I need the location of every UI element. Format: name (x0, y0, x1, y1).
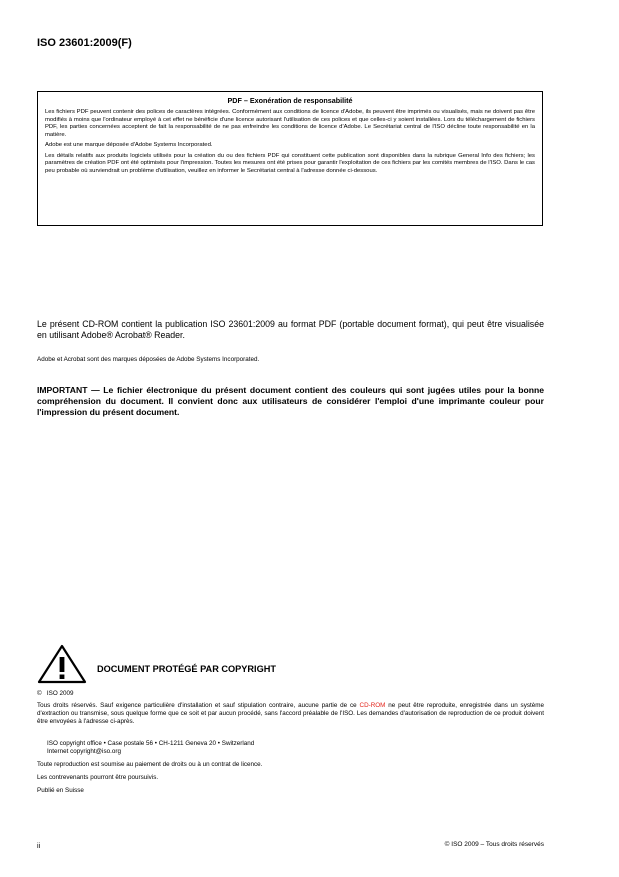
warning-triangle-icon (37, 644, 87, 684)
copyright-office-internet: Internet copyright@iso.org (47, 748, 121, 755)
cdrom-description: Le présent CD-ROM contient la publication ISO 23601:2009 au format PDF (portable document format), qui peut être visualisée en utilisant Adobe® Acrobat® Reader. (37, 319, 544, 340)
disclaimer-paragraph-software: Les détails relatifs aux produits logiciels utilisés pour la création du ou des fichiers PDF qui constituent cette publication sont disponibles dans la rubrique General Info des fichiers; les paramètres de création PDF ont été optimisés pour l'impression. Toutes les mesures ont été prises pour garantir l'exploitation de ces fichiers par les comités membres de l'ISO. Dans le cas peu probable où surviendrait un problème d'utilisation, veuillez en informer le Secrétariat central à l'adresse donnée ci-dessous. (45, 152, 535, 174)
rights-text-before: Tous droits réservés. Sauf exigence particulière d'installation et sauf stipulation contraire, aucune partie de ce (37, 702, 360, 709)
disclaimer-paragraph-trademark: Adobe est une marque déposée d'Adobe Systems Incorporated. (45, 142, 213, 148)
disclaimer-paragraph-fonts: Les fichiers PDF peuvent contenir des polices de caractères intégrées. Conformément aux conditions de licence d'Adobe, ils peuvent être imprimés ou visualisés, mais ne doivent pas être modifiés à moins que l'ordinateur employé à cet effet ne bénéficie d'une licence autorisant l'utilisation de ces polices et que celles-ci y soient installées. Lors du téléchargement de fichiers PDF, les parties concernées acceptent de fait la responsabilité de ne pas enfreindre les conditions de licence d'Adobe. Le Secrétariat central de l'ISO décline toute responsabilité en la matière. (45, 109, 535, 138)
pdf-disclaimer-box (37, 91, 543, 226)
cd-rom-highlight: CD-ROM (359, 702, 386, 709)
rights-text-after: ne peut être reproduite, enregistrée dans un système d'extraction ou transmise, sous quelque forme que ce soit et par aucun procédé, sans l'accord préalable de l'ISO. Les demandes d'autorisation de reproduction de ce produit doivent être envoyées à l'adresse ci-après. (37, 702, 544, 725)
infringers-notice: Les contrevenants pourront être poursuivis. (37, 774, 159, 781)
published-in: Publié en Suisse (37, 787, 84, 794)
copyright-year: © ISO 2009 (37, 690, 74, 697)
copyright-heading: DOCUMENT PROTÉGÉ PAR COPYRIGHT (97, 664, 276, 674)
document-id: ISO 23601:2009(F) (37, 37, 132, 49)
reproduction-notice: Toute reproduction est soumise au paiement de droits ou à un contrat de licence. (37, 761, 263, 768)
important-color-notice: IMPORTANT — Le fichier électronique du présent document contient des couleurs qui sont jugées utiles pour la bonne compréhension du document. Il convient donc aux utilisateurs de considérer l'emploi d'une imprimante couleur pour l'impression du présent document. (37, 385, 544, 417)
rights-statement (37, 702, 544, 726)
copyright-office-address: ISO copyright office • Case postale 56 • CH-1211 Geneva 20 • Switzerland (47, 740, 255, 747)
footer-copyright: © ISO 2009 – Tous droits réservés (444, 841, 544, 848)
adobe-trademark-note: Adobe et Acrobat sont des marques déposées de Adobe Systems Incorporated. (37, 356, 260, 363)
page-number: ii (37, 841, 41, 850)
disclaimer-title: PDF – Exonération de responsabilité (227, 96, 353, 105)
